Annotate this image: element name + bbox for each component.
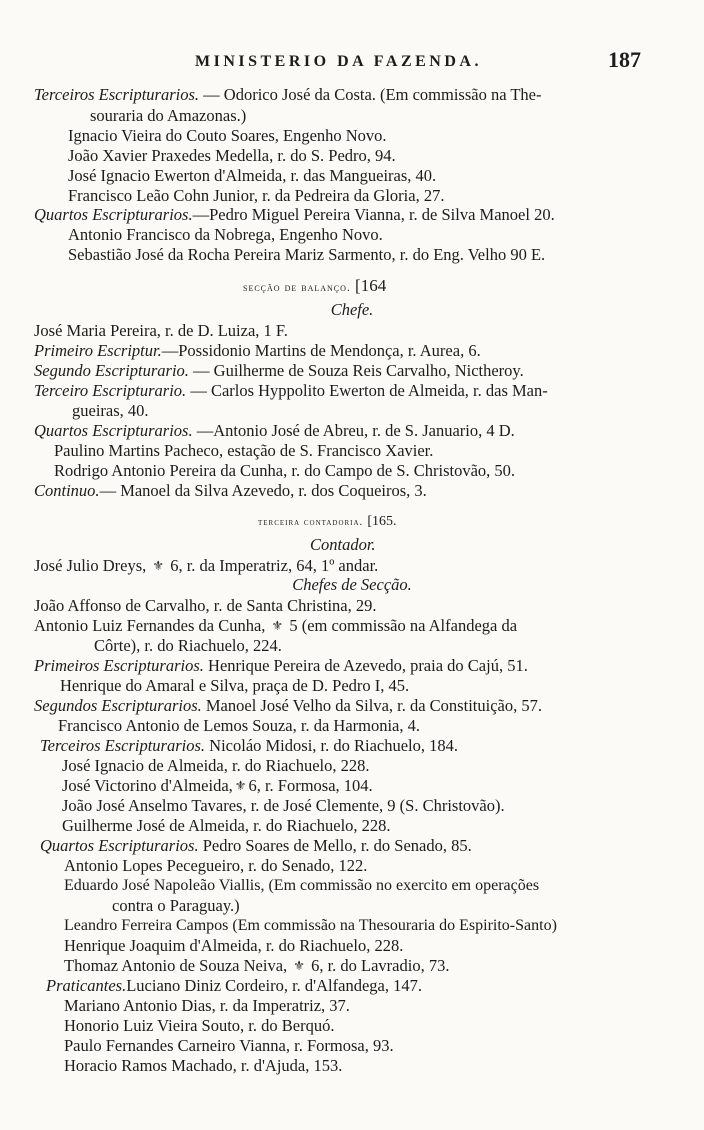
section-title: secção de balanço. xyxy=(243,280,351,294)
entry-text: Nicoláo Midosi, r. do Riachuelo, 184. xyxy=(205,736,459,755)
entry-line: Francisco Leão Cohn Junior, r. da Pedreira da Gloria, 27. xyxy=(68,186,445,205)
entry-text: —Antonio José de Abreu, r. de S. Januario, 4 D. xyxy=(192,421,515,440)
entry-line: contra o Paraguay.) xyxy=(112,896,240,915)
entry-line: Henrique Joaquim d'Almeida, r. do Riachuelo, 228. xyxy=(64,936,404,955)
entry-line: Leandro Ferreira Campos (Em commissão na Thesouraria do Espirito-Santo) xyxy=(64,917,557,934)
entry-line: Antonio Francisco da Nobrega, Engenho Novo. xyxy=(68,225,383,244)
entry-line xyxy=(62,776,373,796)
entry-line: Honorio Luiz Vieira Souto, r. do Berquó. xyxy=(64,1016,335,1035)
role-label: Primeiros Escripturarios. xyxy=(34,656,204,675)
entry-line xyxy=(64,956,449,976)
page-header-title: MINISTERIO DA FAZENDA. xyxy=(195,53,482,70)
entry-text: Luciano Diniz Cordeiro, r. d'Alfandega, 147. xyxy=(126,976,422,995)
entry-line: Eduardo José Napoleão Viallis, (Em commissão no exercito em operações xyxy=(64,877,540,894)
role-label: Quartos Escripturarios. xyxy=(34,421,193,440)
decoration-seal-icon: ⚜ xyxy=(152,558,165,573)
entry-line xyxy=(34,381,548,401)
entry-text: — Manoel da Silva Azevedo, r. dos Coqueiros, 3. xyxy=(99,481,427,500)
entry-line xyxy=(40,836,472,856)
entry-line: Guilherme José de Almeida, r. do Riachuelo, 228. xyxy=(62,816,391,835)
entry-line: Mariano Antonio Dias, r. da Imperatriz, 37. xyxy=(64,996,350,1015)
section-title: terceira contadoria. xyxy=(258,517,364,528)
decoration-seal-icon: ⚜ xyxy=(293,958,305,973)
section-heading-balanco xyxy=(243,276,386,297)
entry-text: Pedro Soares de Mello, r. do Senado, 85. xyxy=(198,836,472,855)
entry-text: 6, r. do Lavradio, 73. xyxy=(311,956,450,975)
entry-text: — Odorico José da Costa. (Em commissão na The- xyxy=(199,85,542,104)
entry-line xyxy=(34,85,542,105)
entry-line: Paulino Martins Pacheco, estação de S. Francisco Xavier. xyxy=(54,441,434,460)
entry-line: João José Anselmo Tavares, r. de José Clemente, 9 (S. Christovão). xyxy=(62,796,505,815)
section-heading-contadoria xyxy=(258,510,396,533)
entry-line: Henrique do Amaral e Silva, praça de D. Pedro I, 45. xyxy=(60,676,410,695)
role-label: Quartos Escripturarios. xyxy=(34,205,193,224)
entry-line xyxy=(34,361,524,381)
entry-text: — Guilherme de Souza Reis Carvalho, Nictheroy. xyxy=(188,361,524,380)
role-heading-chefes: Chefes de Secção. xyxy=(292,575,412,594)
entry-text: —Possidonio Martins de Mendonça, r. Aurea, 6. xyxy=(161,341,481,360)
entry-line: Sebastião José da Rocha Pereira Mariz Sarmento, r. do Eng. Velho 90 E. xyxy=(68,245,546,264)
entry-line: Paulo Fernandes Carneiro Vianna, r. Formosa, 93. xyxy=(64,1036,394,1055)
role-label: Segundos Escripturarios. xyxy=(34,696,202,715)
decoration-seal-icon: ⚜ xyxy=(234,778,247,793)
entry-line xyxy=(34,341,481,361)
entry-line xyxy=(46,976,422,996)
entry-line: José Maria Pereira, r. de D. Luiza, 1 F. xyxy=(34,321,288,340)
role-label: Terceiros Escripturarios. xyxy=(34,85,200,104)
entry-line xyxy=(40,736,458,756)
entry-line xyxy=(34,616,517,636)
decoration-seal-icon: ⚜ xyxy=(271,618,284,633)
page-number: 187 xyxy=(608,47,641,72)
section-ref: [165. xyxy=(367,514,397,529)
entry-line xyxy=(34,205,555,225)
entry-line: souraria do Amazonas.) xyxy=(90,106,247,125)
entry-line: Antonio Lopes Pecegueiro, r. do Senado, 122. xyxy=(64,856,368,875)
role-label: Continuo. xyxy=(34,481,100,500)
entry-line: gueiras, 40. xyxy=(72,401,149,420)
entry-line xyxy=(34,696,542,716)
entry-line: José Ignacio de Almeida, r. do Riachuelo, 228. xyxy=(62,756,370,775)
role-heading-contador: Contador. xyxy=(310,535,376,554)
role-label: Quartos Escripturarios. xyxy=(40,836,199,855)
entry-line: João Affonso de Carvalho, r. de Santa Christina, 29. xyxy=(34,596,377,615)
role-heading-chefe: Chefe. xyxy=(330,300,374,319)
entry-text: 6, r. da Imperatriz, 64, 1º andar. xyxy=(170,556,379,575)
entry-text: Manoel José Velho da Silva, r. da Constituição, 57. xyxy=(201,696,542,715)
entry-text: Henrique Pereira de Azevedo, praia do Cajú, 51. xyxy=(203,656,528,675)
entry-line: José Ignacio Ewerton d'Almeida, r. das Mangueiras, 40. xyxy=(68,166,437,185)
section-ref: [164 xyxy=(355,276,387,295)
entry-text: Thomaz Antonio de Souza Neiva, xyxy=(64,956,288,975)
role-label: Terceiro Escripturario. xyxy=(34,381,187,400)
entry-line: Rodrigo Antonio Pereira da Cunha, r. do Campo de S. Christovão, 50. xyxy=(54,461,516,480)
entry-line xyxy=(34,481,427,501)
role-label: Praticantes. xyxy=(46,976,127,995)
entry-text: —Pedro Miguel Pereira Vianna, r. de Silva Manoel 20. xyxy=(192,205,555,224)
role-label: Segundo Escripturario. xyxy=(34,361,189,380)
entry-text: — Carlos Hyppolito Ewerton de Almeida, r. das Man- xyxy=(186,381,548,400)
entry-line: Horacio Ramos Machado, r. d'Ajuda, 153. xyxy=(64,1056,343,1075)
role-label: Primeiro Escriptur. xyxy=(34,341,162,360)
entry-text: 5 (em commissão na Alfandega da xyxy=(289,616,518,635)
entry-text: José Julio Dreys, xyxy=(34,556,147,575)
role-label: Terceiros Escripturarios. xyxy=(40,736,206,755)
entry-line: Côrte), r. do Riachuelo, 224. xyxy=(94,636,282,655)
entry-line xyxy=(34,656,528,676)
entry-text: 6, r. Formosa, 104. xyxy=(248,776,373,795)
entry-line: Francisco Antonio de Lemos Souza, r. da Harmonia, 4. xyxy=(58,716,421,735)
entry-line: Ignacio Vieira do Couto Soares, Engenho Novo. xyxy=(68,126,387,145)
entry-line xyxy=(34,421,515,441)
entry-line xyxy=(34,556,378,576)
entry-text: Antonio Luiz Fernandes da Cunha, xyxy=(34,616,266,635)
entry-line: João Xavier Praxedes Medella, r. do S. Pedro, 94. xyxy=(68,146,396,165)
entry-text: José Victorino d'Almeida, xyxy=(62,776,233,795)
